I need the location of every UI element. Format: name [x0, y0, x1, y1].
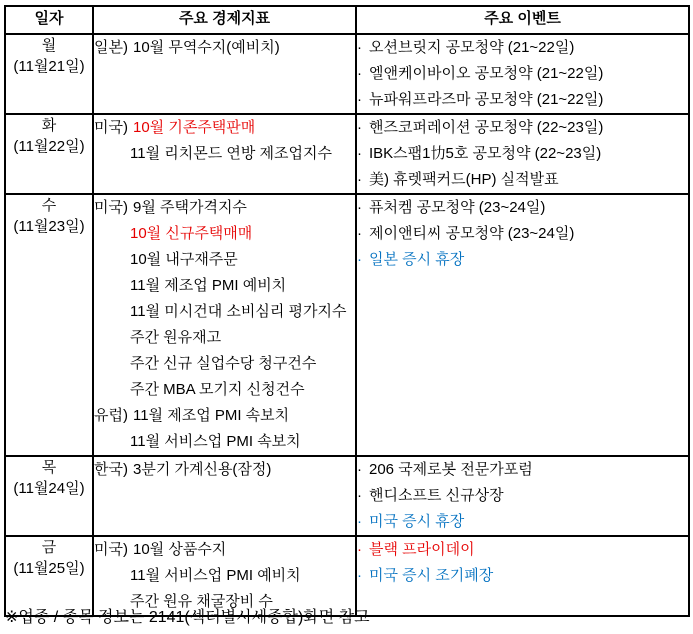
bullet-icon: · [357, 171, 362, 188]
economic-calendar-table [4, 5, 690, 617]
country-prefix: 미국) [94, 541, 128, 558]
indicator-line [94, 403, 355, 429]
day-label: 수 [41, 197, 57, 214]
indicator-line [94, 377, 355, 403]
country-prefix: 미국) [94, 119, 128, 136]
indicator-line [94, 325, 355, 351]
day-cell [5, 536, 93, 616]
indicator-text: 11월 제조업 PMI 예비치 [130, 277, 287, 294]
event-line [357, 509, 688, 535]
bullet-icon: · [357, 461, 362, 478]
bullet-icon: · [357, 487, 362, 504]
event-text: 핸디소프트 신규상장 [369, 487, 504, 504]
event-line [357, 35, 688, 61]
event-text: IBK스팹1㔹5호 공모청약 (22~23일) [369, 145, 602, 162]
event-line [357, 87, 688, 113]
event-text: 핸즈코퍼레이션 공모청약 (22~23일) [369, 119, 604, 136]
indicator-text: 주간 MBA 모기지 신청건수 [130, 381, 305, 398]
indicator-text: 10월 신규주택매매 [130, 225, 253, 242]
indicator-text: 11월 서비스업 PMI 예비치 [130, 567, 301, 584]
indicator-text: 주간 신규 실업수당 청구건수 [130, 355, 317, 372]
indicator-text: 3분기 가계신용(잠정) [132, 461, 272, 478]
date-label: (11월25일) [13, 560, 85, 577]
event-text: 미국 증시 휴장 [369, 513, 465, 530]
indicator-line [94, 273, 355, 299]
bullet-icon: · [357, 39, 362, 56]
events-cell [356, 194, 689, 456]
date-label: (11월21일) [13, 58, 85, 75]
indicator-line [94, 563, 355, 589]
indicator-text: 10월 내구재주문 [130, 251, 238, 268]
indicator-text: 11월 제조업 PMI 속보치 [132, 407, 290, 424]
country-prefix: 미국) [94, 199, 128, 216]
date-label: (11월24일) [13, 480, 85, 497]
indicators-cell [93, 114, 356, 194]
day-cell [5, 194, 93, 456]
header-indicators-column: 주요 경제지표 [93, 6, 356, 34]
table-row [5, 456, 689, 536]
event-text: 엘앤케이바이오 공모청약 (21~22일) [369, 65, 604, 82]
indicator-line [94, 429, 355, 455]
table-row [5, 194, 689, 456]
event-line [357, 457, 688, 483]
bullet-icon: · [357, 567, 362, 584]
event-text: 뉴파워프라즈마 공모청약 (21~22일) [369, 91, 604, 108]
indicator-text: 10월 상품수지 [132, 541, 227, 558]
indicator-text: 10월 무역수지(예비치) [132, 39, 280, 56]
header-events-column: 주요 이벤트 [356, 6, 689, 34]
header-date-column: 일자 [5, 6, 93, 34]
events-cell [356, 456, 689, 536]
indicator-line [94, 537, 355, 563]
footer-note: ※업종 / 종목 정보는 2141(섹터별시세종합)화면 참고 [5, 609, 370, 626]
indicator-line [94, 299, 355, 325]
indicator-text: 10월 기존주택판매 [132, 119, 256, 136]
day-label: 목 [41, 459, 57, 476]
day-cell [5, 114, 93, 194]
indicator-line [94, 115, 355, 141]
day-label: 금 [41, 539, 57, 556]
event-line [357, 563, 688, 589]
day-label: 화 [41, 117, 57, 134]
indicators-cell [93, 456, 356, 536]
bullet-icon: · [357, 251, 362, 268]
events-cell [356, 114, 689, 194]
indicator-line [94, 247, 355, 273]
indicator-line [94, 35, 355, 61]
indicators-cell [93, 34, 356, 114]
bullet-icon: · [357, 225, 362, 242]
indicator-text: 주간 원유재고 [130, 329, 222, 346]
table-header-row [5, 6, 689, 34]
event-text: 미국 증시 조기폐장 [369, 567, 494, 584]
event-line [357, 115, 688, 141]
indicator-text: 11월 서비스업 PMI 속보치 [130, 433, 301, 450]
event-text: 美) 휴렛팩커드(HP) 실적발표 [369, 171, 559, 188]
country-prefix: 유럽) [94, 407, 128, 424]
table-row [5, 34, 689, 114]
event-text: 오션브릿지 공모청약 (21~22일) [369, 39, 575, 56]
event-text: 블랙 프라이데이 [369, 541, 475, 558]
indicators-cell [93, 536, 356, 616]
events-cell [356, 536, 689, 616]
event-line [357, 167, 688, 193]
country-prefix: 한국) [94, 461, 128, 478]
table-row [5, 114, 689, 194]
bullet-icon: · [357, 541, 362, 558]
indicators-cell [93, 194, 356, 456]
event-line [357, 141, 688, 167]
indicator-text: 9월 주택가격지수 [132, 199, 247, 216]
event-line [357, 537, 688, 563]
bullet-icon: · [357, 65, 362, 82]
date-label: (11월23일) [13, 218, 85, 235]
date-label: (11월22일) [13, 138, 85, 155]
event-text: 206 국제로봇 전문가포럼 [369, 461, 533, 478]
indicator-line [94, 141, 355, 167]
day-cell [5, 34, 93, 114]
event-text: 일본 증시 휴장 [369, 251, 465, 268]
event-line [357, 247, 688, 273]
event-text: 퓨처켐 공모청약 (23~24일) [369, 199, 546, 216]
event-text: 제이앤티씨 공모청약 (23~24일) [369, 225, 575, 242]
indicator-line [94, 351, 355, 377]
events-cell [356, 34, 689, 114]
indicator-line [94, 195, 355, 221]
indicator-line [94, 457, 355, 483]
day-label: 월 [41, 37, 57, 54]
event-line [357, 483, 688, 509]
event-line [357, 61, 688, 87]
event-line [357, 221, 688, 247]
event-line [357, 195, 688, 221]
bullet-icon: · [357, 513, 362, 530]
bullet-icon: · [357, 119, 362, 136]
indicator-line [94, 221, 355, 247]
bullet-icon: · [357, 199, 362, 216]
day-cell [5, 456, 93, 536]
country-prefix: 일본) [94, 39, 128, 56]
indicator-text: 주간 원유 채굴장비 수 [130, 593, 273, 610]
table-row [5, 536, 689, 616]
bullet-icon: · [357, 145, 362, 162]
indicator-text: 11월 리치몬드 연방 제조업지수 [130, 145, 332, 162]
bullet-icon: · [357, 91, 362, 108]
indicator-text: 11월 미시건대 소비심리 평가지수 [130, 303, 347, 320]
